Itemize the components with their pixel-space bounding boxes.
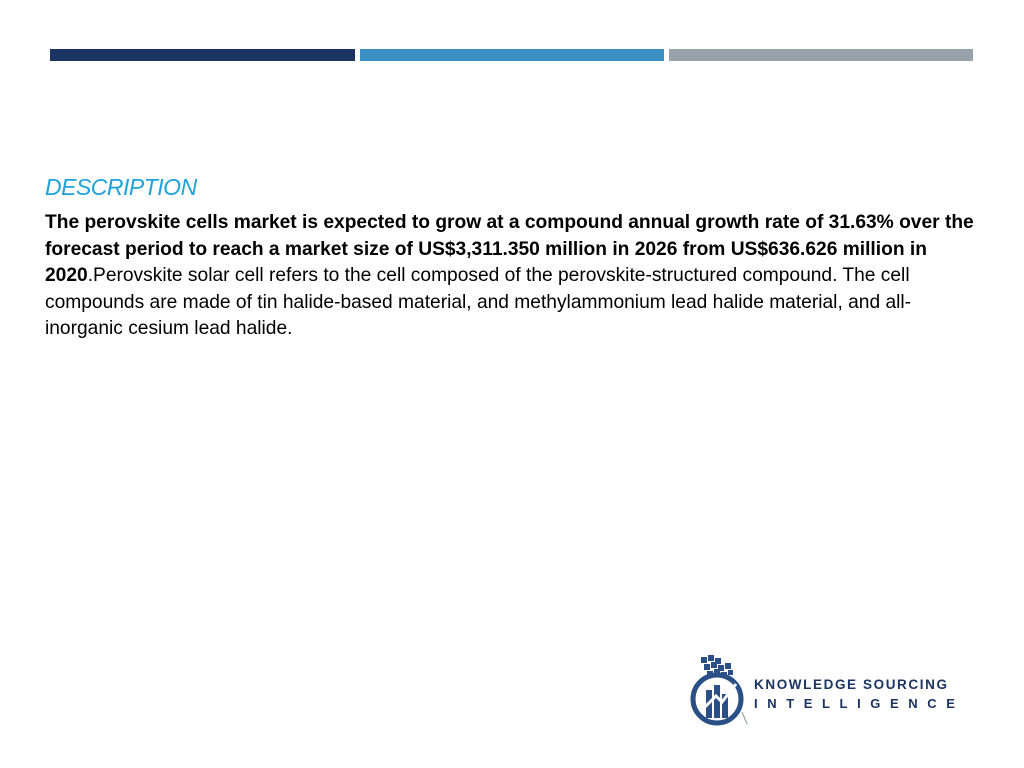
header-bars: [50, 49, 973, 61]
logo-text-line1: KNOWLEDGE SOURCING: [754, 677, 949, 692]
description-highlight: The perovskite cells market is expected to grow at a compound annual growth rate of 31.63% over the forecast period to reach a market size of US$3,311.350 million in 2026 from US$636.626 million in 2020: [45, 212, 974, 286]
header-bar-gray: [669, 49, 973, 61]
description-body: .Perovskite solar cell refers to the cell composed of the perovskite-structured compound. The cell compounds are made of tin halide-based material, and methylammonium lead halide material, and all-inorganic cesium lead halide.: [45, 265, 912, 339]
header-bar-light-blue: [360, 49, 664, 61]
company-logo: [690, 652, 965, 732]
globe-building-icon: [690, 652, 758, 728]
header-bar-dark-blue: [50, 49, 355, 61]
logo-text-line2: INTELLIGENCE: [754, 696, 965, 711]
description-paragraph: [45, 210, 985, 343]
section-heading: DESCRIPTION: [45, 174, 197, 200]
